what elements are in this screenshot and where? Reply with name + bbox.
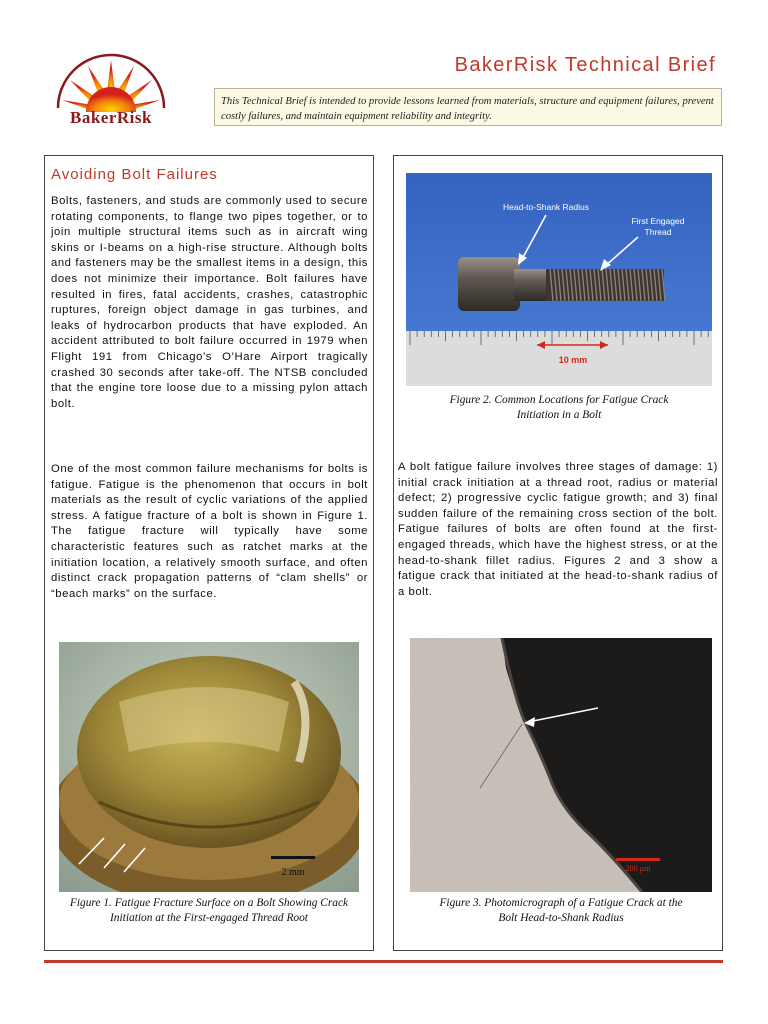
paragraph-intro: Bolts, fasteners, and studs are commonly used to secure rotating components, to flange two pipes together, or to join multiple structural items such as in aircraft wing skins or I-beams on a high-rise structure. Although bolts and fasteners may be the smallest items in a design, this does not minimize their importance. Bolt failures have resulted in fires, fatal accidents, crashes, catastrophic ruptures, foreign object damage in gas turbines, and leaks of hydrocarbon products that have exploded. An accident attributed to bolt failure occurred in 1979 when Flight 191 from Chicago’s O’Hare Airport tragically crashed 30 seconds after take-off. The NTSB concluded that the engine tore loose due to a missing pylon attach bolt. (51, 195, 368, 410)
section-title: Avoiding Bolt Failures (51, 166, 218, 183)
right-column (393, 155, 723, 951)
figure2-caption-line2: Initiation in a Bolt (516, 409, 602, 421)
figure3-scale-label: 200 µm (625, 864, 651, 873)
figure2-scale-label: 10 mm (558, 355, 588, 365)
figure3-micrograph (410, 638, 712, 892)
paragraph-fatigue: One of the most common failure mechanisms for bolts is fatigue. Fatigue is the phenomenon that occurs in bolt materials as the result of cyclic variations of the applied stress. A fatigue fracture of a bolt is shown in Figure 1. The fatigue fracture will typically have some characteristic features such as ratchet marks at the initiation location, a relatively smooth surface, and often distinct crack propagation patterns of “clam shells” or “beach marks” on the surface. (51, 463, 368, 600)
figure2-caption-line1: Figure 2. Common Locations for Fatigue Crack (449, 394, 669, 406)
figure2-label-thread-1: First Engaged (631, 216, 685, 226)
page-title: BakerRisk Technical Brief (454, 54, 716, 76)
paragraph-bolt-fatigue: A bolt fatigue failure involves three stages of damage: 1) initial crack initiation at a thread root, radius or material defect; 2) progressive cyclic fatigue growth; and 3) final sudden failure of the remaining cross section of the bolt. Fatigue failures of bolts are often found at the first-engaged threads, which have the highest stress, or at the head-to-shank fillet radius. Figures 2 and 3 show a fatigue crack that initiated at the head-to-shank radius of a bolt. (398, 461, 718, 598)
figure1-scale-label: 2 mm (281, 867, 305, 878)
left-column (44, 155, 374, 951)
figure2-label-thread-2: Thread (644, 227, 672, 237)
figure1-fracture-photo (59, 642, 359, 892)
figure2-bolt-photo (406, 173, 712, 386)
figure3-caption-line1: Figure 3. Photomicrograph of a Fatigue Crack at the (439, 897, 683, 909)
bottom-divider (44, 960, 723, 963)
logo-wordmark: BakerRisk (70, 108, 152, 127)
figure2-label-radius: Head-to-Shank Radius (503, 202, 589, 212)
figure1-caption: Figure 1. Fatigue Fracture Surface on a Bolt Showing Crack Initiation at the First-engaged Thread Root (69, 897, 349, 924)
intro-box: This Technical Brief is intended to provide lessons learned from materials, structure and equipment failures, prevent costly failures, and maintain equipment reliability and integrity. (214, 88, 722, 126)
figure3-caption-line2: Bolt Head-to-Shank Radius (498, 912, 624, 924)
